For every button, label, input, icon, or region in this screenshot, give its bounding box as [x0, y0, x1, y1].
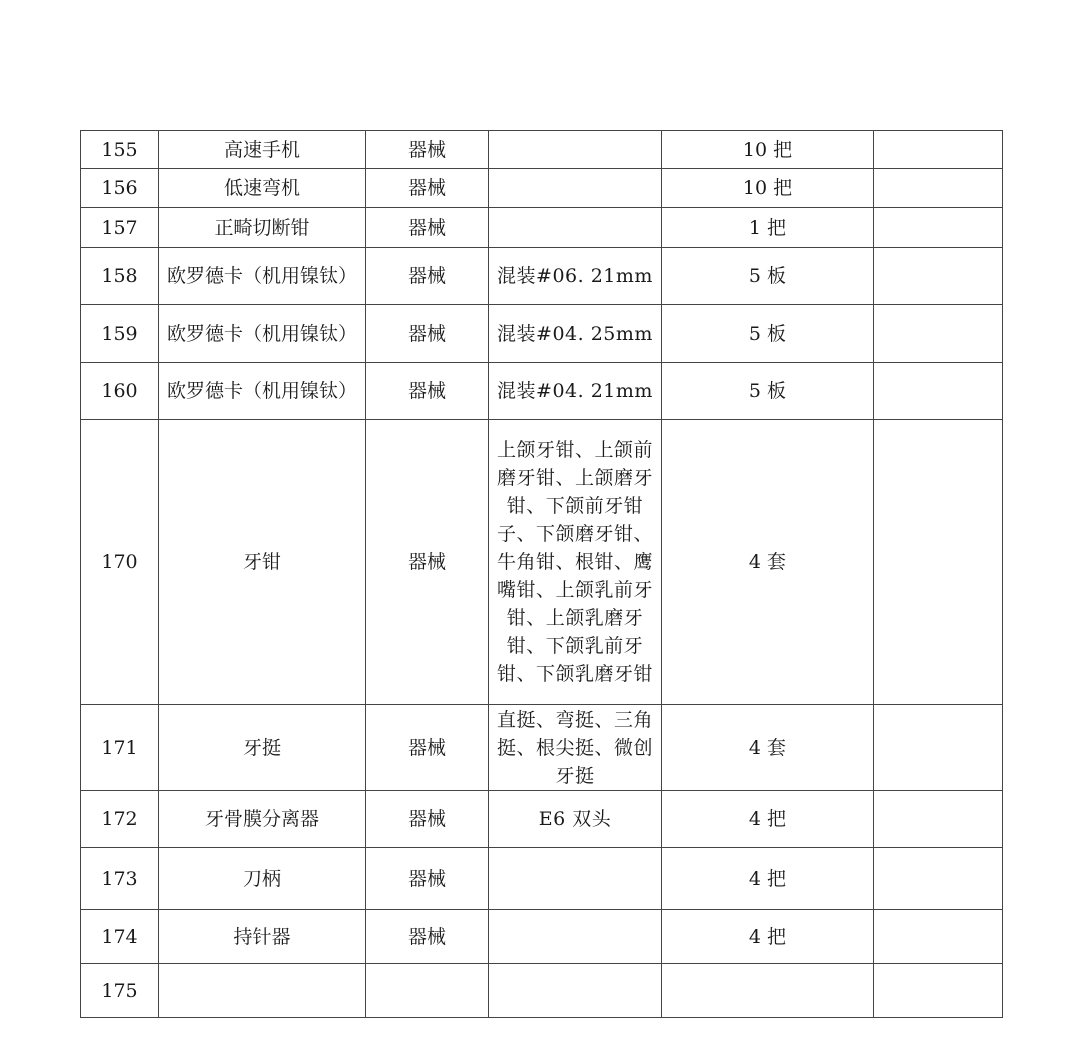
item-name-cell: 欧罗德卡（机用镍钛）: [159, 363, 366, 420]
item-note-cell: [874, 420, 1003, 705]
item-note-cell: [874, 910, 1003, 964]
item-spec-cell: 直挺、弯挺、三角挺、根尖挺、微创牙挺: [489, 705, 662, 791]
equipment-table: [80, 130, 1003, 1018]
row-number-cell: 157: [81, 208, 159, 248]
item-type-cell: 器械: [366, 910, 489, 964]
table-row: [81, 964, 1003, 1018]
row-number-cell: 175: [81, 964, 159, 1018]
item-spec-cell: E6 双头: [489, 791, 662, 848]
table-row: [81, 363, 1003, 420]
item-type-cell: 器械: [366, 705, 489, 791]
item-spec-cell: [489, 964, 662, 1018]
table-row: [81, 169, 1003, 208]
row-number-cell: 171: [81, 705, 159, 791]
table-row: [81, 208, 1003, 248]
item-type-cell: 器械: [366, 248, 489, 305]
item-quantity-cell: 5 板: [662, 363, 874, 420]
item-name-cell: 牙挺: [159, 705, 366, 791]
item-type-cell: [366, 964, 489, 1018]
table-row: [81, 791, 1003, 848]
item-spec-cell: [489, 208, 662, 248]
item-spec-cell: [489, 848, 662, 910]
item-type-cell: 器械: [366, 363, 489, 420]
item-type-cell: 器械: [366, 169, 489, 208]
item-note-cell: [874, 848, 1003, 910]
item-name-cell: 欧罗德卡（机用镍钛）: [159, 305, 366, 363]
item-spec-cell: [489, 169, 662, 208]
table-row: [81, 705, 1003, 791]
item-name-cell: 牙骨膜分离器: [159, 791, 366, 848]
item-note-cell: [874, 169, 1003, 208]
table-row: [81, 248, 1003, 305]
item-note-cell: [874, 131, 1003, 169]
item-quantity-cell: 4 把: [662, 848, 874, 910]
table-row: [81, 420, 1003, 705]
item-type-cell: 器械: [366, 305, 489, 363]
item-name-cell: 低速弯机: [159, 169, 366, 208]
table-row: [81, 131, 1003, 169]
item-quantity-cell: 4 套: [662, 420, 874, 705]
row-number-cell: 174: [81, 910, 159, 964]
item-note-cell: [874, 208, 1003, 248]
item-name-cell: 欧罗德卡（机用镍钛）: [159, 248, 366, 305]
item-spec-cell: 混装#04. 25mm: [489, 305, 662, 363]
row-number-cell: 160: [81, 363, 159, 420]
item-type-cell: 器械: [366, 420, 489, 705]
item-name-cell: [159, 964, 366, 1018]
item-quantity-cell: 4 套: [662, 705, 874, 791]
item-note-cell: [874, 363, 1003, 420]
item-note-cell: [874, 705, 1003, 791]
item-note-cell: [874, 791, 1003, 848]
item-quantity-cell: [662, 964, 874, 1018]
table-row: [81, 848, 1003, 910]
item-quantity-cell: 5 板: [662, 305, 874, 363]
item-spec-cell: 混装#04. 21mm: [489, 363, 662, 420]
item-note-cell: [874, 248, 1003, 305]
item-type-cell: 器械: [366, 848, 489, 910]
item-quantity-cell: 10 把: [662, 131, 874, 169]
item-spec-cell: [489, 131, 662, 169]
item-quantity-cell: 4 把: [662, 910, 874, 964]
item-spec-cell: 混装#06. 21mm: [489, 248, 662, 305]
item-spec-cell: [489, 910, 662, 964]
item-quantity-cell: 4 把: [662, 791, 874, 848]
table-row: [81, 910, 1003, 964]
row-number-cell: 158: [81, 248, 159, 305]
item-name-cell: 牙钳: [159, 420, 366, 705]
table-row: [81, 305, 1003, 363]
item-name-cell: 高速手机: [159, 131, 366, 169]
item-note-cell: [874, 305, 1003, 363]
row-number-cell: 173: [81, 848, 159, 910]
item-name-cell: 正畸切断钳: [159, 208, 366, 248]
item-type-cell: 器械: [366, 131, 489, 169]
item-spec-cell: 上颌牙钳、上颌前磨牙钳、上颌磨牙钳、下颌前牙钳子、下颌磨牙钳、牛角钳、根钳、鹰嘴钳、上颌乳前牙钳、上颌乳磨牙钳、下颌乳前牙钳、下颌乳磨牙钳: [489, 420, 662, 705]
item-note-cell: [874, 964, 1003, 1018]
row-number-cell: 172: [81, 791, 159, 848]
row-number-cell: 170: [81, 420, 159, 705]
row-number-cell: 155: [81, 131, 159, 169]
item-type-cell: 器械: [366, 791, 489, 848]
item-quantity-cell: 10 把: [662, 169, 874, 208]
item-name-cell: 刀柄: [159, 848, 366, 910]
row-number-cell: 159: [81, 305, 159, 363]
item-name-cell: 持针器: [159, 910, 366, 964]
item-quantity-cell: 1 把: [662, 208, 874, 248]
row-number-cell: 156: [81, 169, 159, 208]
item-type-cell: 器械: [366, 208, 489, 248]
item-quantity-cell: 5 板: [662, 248, 874, 305]
